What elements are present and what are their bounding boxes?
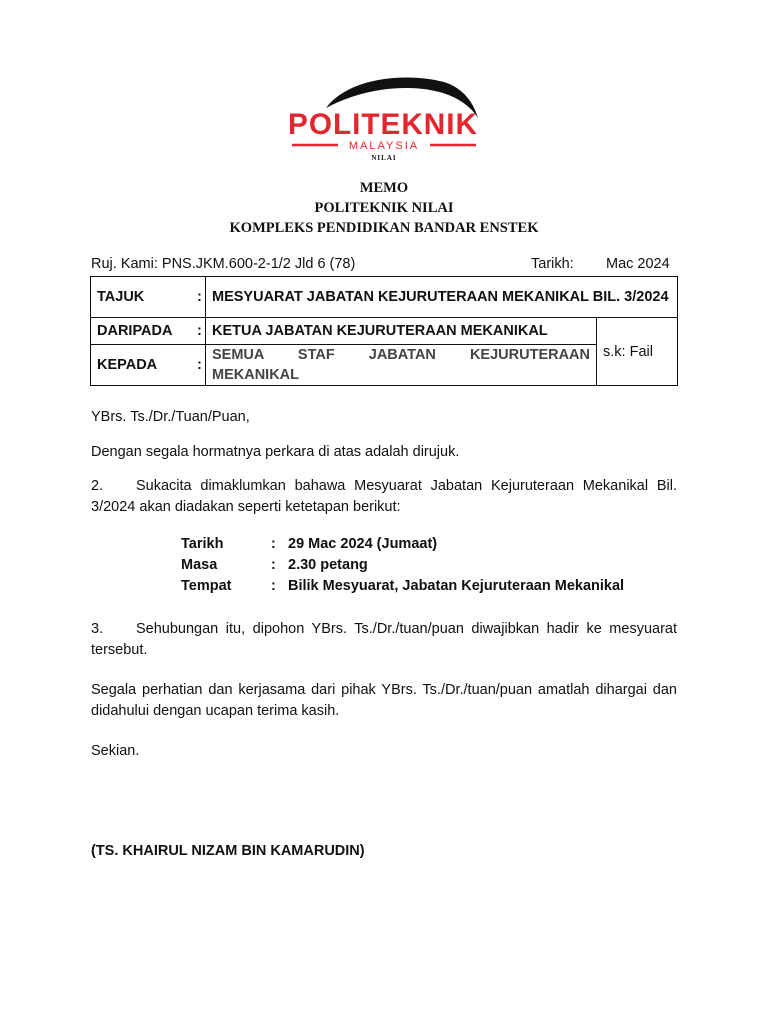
meeting-schedule	[181, 536, 701, 599]
svg-text:NILAI: NILAI	[371, 154, 397, 162]
schedule-venue-colon: :	[271, 578, 276, 594]
sk-text: s.k: Fail	[603, 343, 653, 360]
table-row	[91, 318, 678, 345]
memo-heading: MEMO	[359, 180, 409, 196]
table-row	[91, 277, 678, 318]
schedule-row-date	[181, 536, 701, 557]
paragraph-3	[91, 619, 677, 661]
schedule-date-label: Tarikh	[181, 536, 224, 552]
daripada-colon: :	[197, 323, 202, 339]
schedule-row-time	[181, 557, 701, 578]
institution-heading: POLITEKNIK NILAI	[314, 200, 454, 216]
kepada-colon: :	[197, 357, 202, 373]
schedule-row-venue	[181, 578, 701, 599]
schedule-time-label: Masa	[181, 557, 218, 573]
svg-text:POLITEKNIK: POLITEKNIK	[288, 108, 478, 141]
tajuk-label-cell	[91, 277, 206, 318]
politeknik-logo	[286, 74, 482, 166]
table-row	[91, 345, 678, 386]
sk-cell	[597, 318, 678, 386]
paragraph-2-number: 2.	[91, 478, 104, 494]
kepada-value-line2: MEKANIKAL	[212, 367, 299, 383]
paragraph-3-number: 3.	[91, 621, 104, 637]
paragraph-2-text: Sukacita dimaklumkan bahawa Mesyuarat Jabatan Kejuruteraan Mekanikal Bil. 3/2024 akan diadakan seperti ketetapan berikut:	[91, 478, 677, 515]
kepada-value-line1: SEMUA STAF JABATAN KEJURUTERAAN	[212, 347, 590, 363]
complex-heading: KOMPLEKS PENDIDIKAN BANDAR ENSTEK	[229, 220, 539, 236]
reference-number: Ruj. Kami: PNS.JKM.600-2-1/2 Jld 6 (78)	[91, 256, 356, 272]
schedule-date-value: 29 Mac 2024 (Jumaat)	[288, 536, 438, 552]
paragraph-4: Segala perhatian dan kerjasama dari pihak YBrs. Ts./Dr./tuan/puan amatlah dihargai dan didahului dengan ucapan terima kasih.	[91, 682, 677, 719]
paragraph-3-text: Sehubungan itu, dipohon YBrs. Ts./Dr./tuan/puan diwajibkan hadir ke mesyuarat tersebut.	[91, 621, 677, 658]
paragraph-2	[91, 476, 677, 518]
kepada-value	[206, 345, 597, 386]
date-value: Mac 2024	[606, 256, 670, 272]
svg-text:MALAYSIA: MALAYSIA	[348, 140, 420, 152]
tajuk-label: TAJUK	[97, 289, 145, 305]
closing: Sekian.	[91, 743, 140, 759]
politeknik-logo-graphic	[286, 74, 482, 166]
tajuk-colon: :	[197, 289, 202, 305]
daripada-label-cell	[91, 318, 206, 345]
daripada-label: DARIPADA	[97, 323, 173, 339]
schedule-date-colon: :	[271, 536, 276, 552]
tajuk-value: MESYUARAT JABATAN KEJURUTERAAN MEKANIKAL BIL. 3/2024	[206, 277, 678, 318]
signatory-name: (TS. KHAIRUL NIZAM BIN KAMARUDIN)	[91, 843, 365, 859]
daripada-value: KETUA JABATAN KEJURUTERAAN MEKANIKAL	[206, 318, 597, 345]
schedule-venue-value: Bilik Mesyuarat, Jabatan Kejuruteraan Mekanikal	[288, 578, 625, 594]
kepada-label-cell	[91, 345, 206, 386]
schedule-time-colon: :	[271, 557, 276, 573]
salutation: YBrs. Ts./Dr./Tuan/Puan,	[91, 409, 250, 425]
schedule-venue-label: Tempat	[181, 578, 232, 594]
kepada-label: KEPADA	[97, 357, 158, 373]
memo-details-table	[90, 276, 678, 386]
date-label: Tarikh:	[531, 256, 574, 272]
paragraph-1: Dengan segala hormatnya perkara di atas adalah dirujuk.	[91, 444, 460, 460]
schedule-time-value: 2.30 petang	[288, 557, 368, 573]
